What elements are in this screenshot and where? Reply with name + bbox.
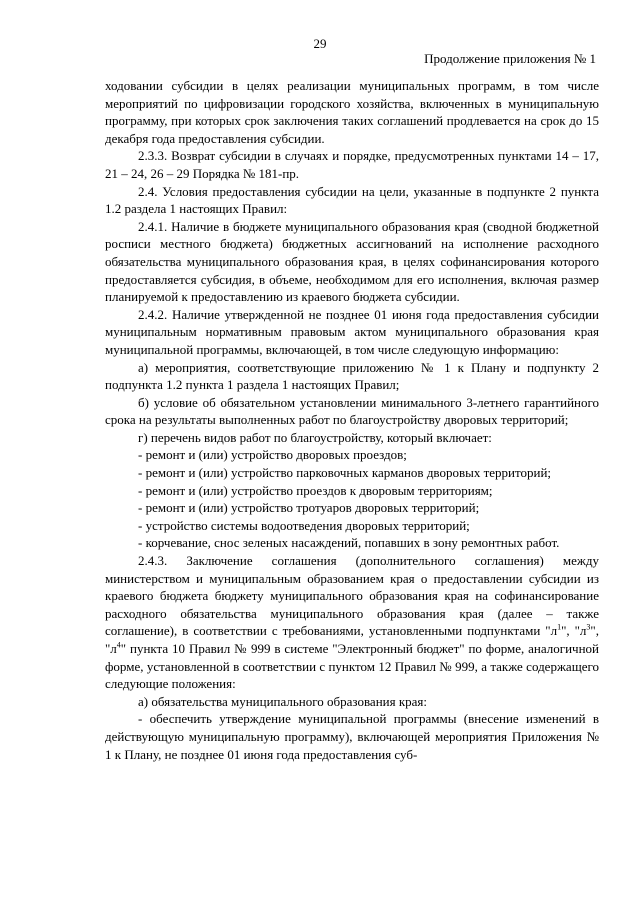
paragraph: 2.4. Условия предоставления субсидии на цели, указанные в подпункте 2 пункта 1.2 раздела 1 настоящих Правил: bbox=[105, 183, 599, 217]
paragraph: ходовании субсидии в целях реализации муниципальных программ, в том числе мероприятий по цифровизации городского хозяйства, включенных в муниципальную программу, при которых срок заключения таких соглашений продлевается на срок до 15 декабря года предоставления субсидии. bbox=[105, 78, 599, 146]
list-item: - ремонт и (или) устройство тротуаров дворовых территорий; bbox=[138, 500, 480, 516]
list-item: г) перечень видов работ по благоустройству, который включает: bbox=[138, 429, 492, 445]
list-item: - устройство системы водоотведения дворовых территорий; bbox=[138, 517, 470, 533]
superscript: 4 bbox=[116, 640, 121, 650]
paragraph-2-4-3 bbox=[105, 552, 599, 693]
list-item: - ремонт и (или) устройство парковочных карманов дворовых территорий; bbox=[138, 465, 552, 481]
paragraph: 2.4.1. Наличие в бюджете муниципального образования края (сводной бюджетной росписи местного бюджета) бюджетных ассигнований на исполнение расходного обязательства муниципального образования края, в целях софинансирования которого предоставляется субсидия, в объеме, необходимом для его исполнения, включая размер планируемой к предоставлению из краевого бюджета субсидии. bbox=[105, 218, 599, 305]
list-item: - ремонт и (или) устройство проездов к дворовым территориям; bbox=[138, 482, 493, 498]
paragraph: 2.4.2. Наличие утвержденной не позднее 01 июня года предоставления субсидии муниципальным нормативным правовым актом муниципального образования края муниципальной программы, включающей, в том числе следующую информацию: bbox=[105, 306, 599, 357]
list-item: - обеспечить утверждение муниципальной программы (внесение изменений в действующую муниципальную программу), включающей мероприятия Приложения № 1 к Плану, не позднее 01 июня года предоставления суб- bbox=[105, 711, 599, 762]
text-run: 2.4.3. Заключение соглашения (дополнительного соглашения) между министерством и муниципальным образованием края о предоставлении субсидии из краевого бюджета бюджету муниципального образования края на софинансирование расходного обязательства муниципального образования края (далее – также соглашение), в соответствии с требованиями, установленными подпунктами "л bbox=[105, 553, 599, 639]
list-item: б) условие об обязательном установлении минимального 3-летнего гарантийного срока на результаты выполненных работ по благоустройству дворовых территорий; bbox=[105, 394, 599, 428]
list-item: а) обязательства муниципального образования края: bbox=[138, 693, 428, 709]
paragraph: 2.3.3. Возврат субсидии в случаях и порядке, предусмотренных пунктами 14 – 17, 21 – 24, 26 – 29 Порядка № 181-пр. bbox=[105, 148, 599, 181]
list-item: - ремонт и (или) устройство дворовых проездов; bbox=[138, 447, 407, 463]
superscript: 1 bbox=[557, 623, 562, 633]
document-body bbox=[105, 77, 599, 763]
page-number: 29 bbox=[313, 36, 327, 51]
text-run: ", "л bbox=[105, 623, 599, 656]
text-run: ", "л bbox=[561, 623, 587, 639]
text-run: " пункта 10 Правил № 999 в системе "Электронный бюджет" по форме, аналогичной форме, установленной в соответствии с пунктом 12 Правил № 999, а также содержащего следующие положения: bbox=[105, 641, 599, 692]
continuation-note: Продолжение приложения № 1 bbox=[424, 51, 596, 66]
superscript: 3 bbox=[586, 623, 591, 633]
list-item: - корчевание, снос зеленых насаждений, попавших в зону ремонтных работ. bbox=[138, 535, 560, 551]
list-item: а) мероприятия, соответствующие приложению № 1 к Плану и подпункту 2 подпункта 1.2 пункта 1 раздела 1 настоящих Правил; bbox=[105, 359, 599, 393]
